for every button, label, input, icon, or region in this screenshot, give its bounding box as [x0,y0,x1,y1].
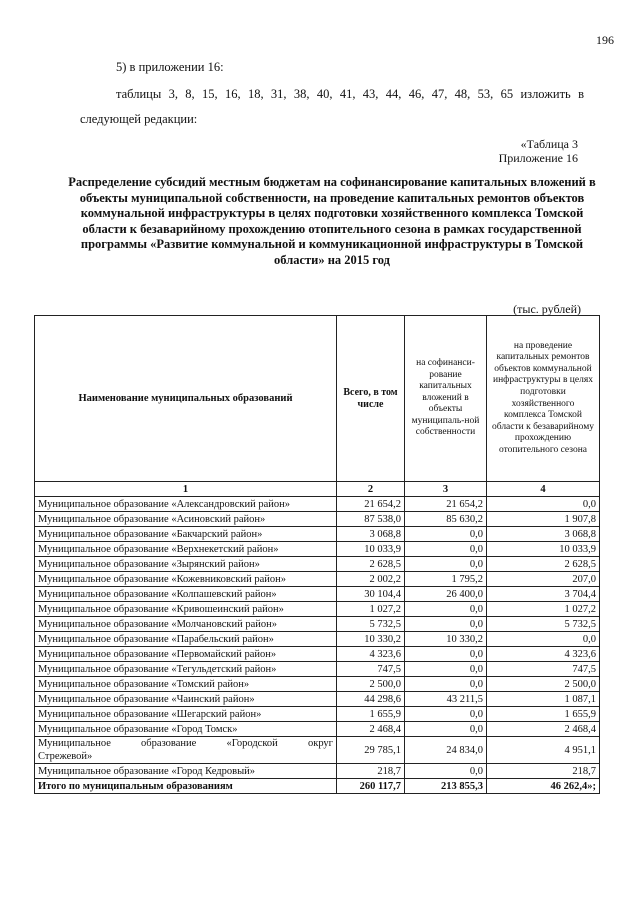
row-name: Муниципальное образование «Тегульдетский район» [35,662,337,677]
row-cofinancing: 43 211,5 [405,692,487,707]
row-repair: 2 500,0 [487,677,600,692]
table-row [35,632,600,647]
table-row [35,677,600,692]
table-row [35,707,600,722]
row-repair: 2 628,5 [487,557,600,572]
row-total: 2 628,5 [337,557,405,572]
row-total: 2 468,4 [337,722,405,737]
table-row [35,542,600,557]
table-row [35,572,600,587]
row-total: 4 323,6 [337,647,405,662]
table-row [35,512,600,527]
table-row [35,692,600,707]
row-repair: 10 033,9 [487,542,600,557]
row-name: Муниципальное образование «Кожевниковский район» [35,572,337,587]
appendix-label: Приложение 16 [498,151,578,165]
row-name-line-1: Муниципальное образование «Городской округ [38,738,333,749]
row-cofinancing: 10 330,2 [405,632,487,647]
row-cofinancing: 26 400,0 [405,587,487,602]
index-3: 3 [405,482,487,497]
row-repair: 2 468,4 [487,722,600,737]
header-repair: на проведение капитальных ремонтов объектов коммунальной инфраструктуры в целях подготовки хозяйственного комплекса Томской области к безаварийному прохождению отопительного сезона [487,316,600,482]
table-row [35,557,600,572]
row-total: 10 033,9 [337,542,405,557]
total-cofinancing: 213 855,3 [405,779,487,794]
row-repair: 1 655,9 [487,707,600,722]
row-name [35,737,337,764]
table-label: «Таблица 3 [520,137,578,151]
row-name-line-2: Стрежевой» [38,751,93,762]
row-name: Муниципальное образование «Томский район» [35,677,337,692]
row-name: Муниципальное образование «Парабельский район» [35,632,337,647]
row-repair: 1 907,8 [487,512,600,527]
intro-line-1: 5) в приложении 16: [116,60,224,74]
row-total: 44 298,6 [337,692,405,707]
row-name: Муниципальное образование «Шегарский район» [35,707,337,722]
row-name: Муниципальное образование «Город Томск» [35,722,337,737]
row-repair: 4 323,6 [487,647,600,662]
row-cofinancing: 1 795,2 [405,572,487,587]
row-cofinancing: 0,0 [405,617,487,632]
intro-line-2: таблицы 3, 8, 15, 16, 18, 31, 38, 40, 41, 43, 44, 46, 47, 48, 53, 65 изложить в [116,87,584,101]
total-row [35,779,600,794]
row-repair: 5 732,5 [487,617,600,632]
index-1: 1 [35,482,337,497]
row-cofinancing: 0,0 [405,722,487,737]
row-name: Муниципальное образование «Чаинский район» [35,692,337,707]
units-label: (тыс. рублей) [513,302,581,316]
index-2: 2 [337,482,405,497]
row-cofinancing: 0,0 [405,647,487,662]
row-total: 29 785,1 [337,737,405,764]
row-repair: 1 027,2 [487,602,600,617]
header-name: Наименование муниципальных образований [35,316,337,482]
row-name: Муниципальное образование «Зырянский район» [35,557,337,572]
row-total: 1 027,2 [337,602,405,617]
row-total: 21 654,2 [337,497,405,512]
row-total: 87 538,0 [337,512,405,527]
row-repair: 207,0 [487,572,600,587]
row-cofinancing: 0,0 [405,542,487,557]
row-repair: 0,0 [487,497,600,512]
total-name: Итого по муниципальным образованиям [35,779,337,794]
row-name: Муниципальное образование «Колпашевский район» [35,587,337,602]
table-reference [499,137,578,165]
row-name: Муниципальное образование «Город Кедровый» [35,764,337,779]
row-cofinancing: 0,0 [405,557,487,572]
row-total: 2 002,2 [337,572,405,587]
table-row [35,497,600,512]
row-cofinancing: 0,0 [405,662,487,677]
table-row [35,662,600,677]
row-name: Муниципальное образование «Асиновский район» [35,512,337,527]
row-total: 2 500,0 [337,677,405,692]
row-repair: 747,5 [487,662,600,677]
row-cofinancing: 0,0 [405,677,487,692]
page-number: 196 [596,33,614,47]
header-total: Всего, в том числе [337,316,405,482]
table-row [35,527,600,542]
row-name: Муниципальное образование «Верхнекетский район» [35,542,337,557]
row-total: 10 330,2 [337,632,405,647]
table-header-row [35,316,600,482]
row-repair: 0,0 [487,632,600,647]
row-cofinancing: 21 654,2 [405,497,487,512]
table-row [35,737,600,764]
total-repair: 46 262,4»; [487,779,600,794]
row-total: 30 104,4 [337,587,405,602]
table-row [35,617,600,632]
row-cofinancing: 85 630,2 [405,512,487,527]
header-cofinancing: на софинанси-рование капитальных вложений в объекты муниципаль-ной собственности [405,316,487,482]
row-total: 3 068,8 [337,527,405,542]
row-cofinancing: 0,0 [405,707,487,722]
row-cofinancing: 0,0 [405,527,487,542]
subsidy-table [34,315,600,794]
row-total: 1 655,9 [337,707,405,722]
intro-line-3: следующей редакции: [80,112,198,126]
row-repair: 1 087,1 [487,692,600,707]
table-row [35,602,600,617]
row-cofinancing: 0,0 [405,602,487,617]
row-cofinancing: 0,0 [405,764,487,779]
row-name: Муниципальное образование «Кривошеинский район» [35,602,337,617]
document-title: Распределение субсидий местным бюджетам на софинансирование капитальных вложений в объекты муниципальной собственности, на проведение капитальных ремонтов объектов коммунальной инфраструктуры в целях подготовки хозяйственного комплекса Томской области к безаварийному прохождению отопительного сезона в рамках государственной программы «Развитие коммунальной и коммуникационной инфраструктуры в Томской области» на 2015 год [68,175,596,267]
index-4: 4 [487,482,600,497]
row-total: 5 732,5 [337,617,405,632]
row-name: Муниципальное образование «Александровский район» [35,497,337,512]
table-row [35,647,600,662]
row-repair: 4 951,1 [487,737,600,764]
row-repair: 218,7 [487,764,600,779]
row-repair: 3 068,8 [487,527,600,542]
row-name: Муниципальное образование «Молчановский район» [35,617,337,632]
table-row [35,722,600,737]
row-total: 747,5 [337,662,405,677]
table-row [35,764,600,779]
row-name: Муниципальное образование «Бакчарский район» [35,527,337,542]
row-total: 218,7 [337,764,405,779]
row-repair: 3 704,4 [487,587,600,602]
row-cofinancing: 24 834,0 [405,737,487,764]
table-body [35,497,600,794]
table-row [35,587,600,602]
total-sum: 260 117,7 [337,779,405,794]
row-name: Муниципальное образование «Первомайский район» [35,647,337,662]
column-index-row [35,482,600,497]
